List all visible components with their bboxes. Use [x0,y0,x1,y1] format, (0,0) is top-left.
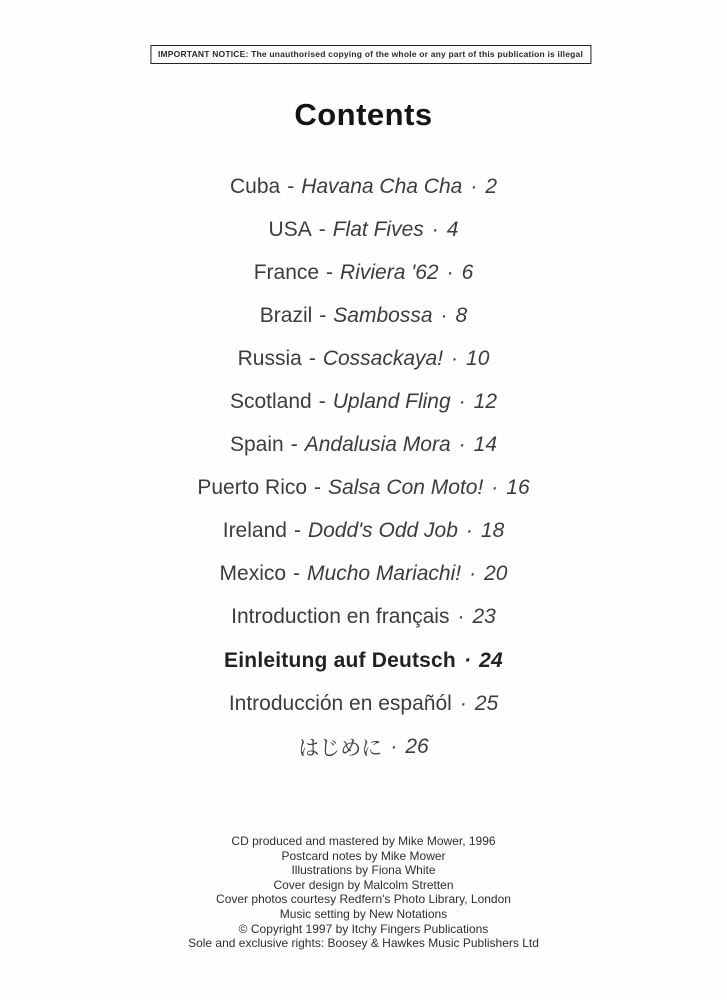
contents-entry [0,682,727,725]
contents-entry-page-number: 2 [485,174,497,198]
contents-entry-dash-separator: - [319,303,327,327]
contents-entry [0,596,727,639]
contents-entry-dot-separator: · [451,346,459,370]
contents-entry-page-number: 4 [446,217,459,241]
credit-line: © Copyright 1997 by Itchy Fingers Publications [238,921,489,936]
contents-entry-dot-separator: · [431,217,439,241]
contents-entry-country: Mexico [219,562,287,586]
contents-entry-page-number: 12 [473,390,497,414]
contents-list [0,165,727,768]
contents-entry [0,639,727,682]
contents-entry-dot-separator: · [390,734,398,758]
contents-entry-country: Brazil [259,303,313,327]
contents-entry-dot-separator: · [459,691,467,715]
contents-entry-country: Introducción en españól [228,691,452,715]
contents-entry-dot-separator: · [470,174,478,198]
contents-entry-page-number: 18 [480,519,505,543]
contents-entry-page-number: 6 [461,260,474,284]
contents-entry-country: Ireland [222,519,287,543]
copyright-notice: IMPORTANT NOTICE: The unauthorised copying of the whole or any part of this publication is illegal [150,45,591,64]
contents-entry-dot-separator: · [440,303,448,327]
credit-line: Illustrations by Fiona White [291,863,436,878]
contents-entry-country: Introduction en français [231,605,450,629]
contents-entry-dash-separator: - [308,346,316,370]
contents-entry-page-number: 14 [473,433,497,457]
contents-entry-piece-title: Mucho Mariachi! [307,562,462,586]
contents-entry-page-number: 20 [484,562,508,586]
credit-line: CD produced and mastered by Mike Mower, 1996 [231,834,496,848]
contents-entry-piece-title: Upland Fling [332,390,451,414]
contents-entry-dot-separator: · [458,390,466,414]
contents-entry [0,251,727,294]
contents-entry-country: はじめに [298,736,383,760]
contents-entry-page-number: 25 [474,691,499,715]
contents-entry [0,380,727,423]
contents-entry-piece-title: Cossackaya! [322,346,444,370]
contents-entry [0,337,727,380]
contents-entry-country: France [253,260,320,284]
contents-entry-dot-separator: · [491,476,499,500]
contents-entry-country: USA [268,217,312,241]
contents-entry [0,208,727,251]
credit-line: Music setting by New Notations [279,906,448,921]
contents-entry [0,294,727,337]
contents-entry [0,424,727,467]
contents-entry-piece-title: Salsa Con Moto! [328,476,484,500]
contents-entry-dash-separator: - [326,260,334,284]
page-title: Contents [294,97,433,132]
contents-entry-dash-separator: - [318,217,326,241]
credit-line: Postcard notes by Mike Mower [281,848,446,863]
credits-block [0,834,727,951]
contents-entry-dot-separator: · [465,519,473,543]
credit-line: Sole and exclusive rights: Boosey & Hawkes Music Publishers Ltd [188,936,539,951]
contents-entry [0,553,727,596]
contents-entry [0,510,727,553]
credit-line: Cover design by Malcolm Stretten [273,877,454,892]
contents-entry-dash-separator: - [318,390,326,414]
contents-entry-dot-separator: · [458,433,466,457]
contents-entry-dot-separator: · [463,648,472,672]
contents-entry-piece-title: Sambossa [333,303,433,327]
contents-entry-country: Einleitung auf Deutsch [224,648,456,672]
contents-entry [0,165,727,208]
contents-entry-dash-separator: - [287,174,295,198]
contents-entry-piece-title: Dodd's Odd Job [307,519,458,543]
contents-entry-country: Cuba [230,174,281,198]
contents-entry-piece-title: Havana Cha Cha [301,174,463,198]
contents-entry-dot-separator: · [457,605,465,629]
contents-entry-dash-separator: - [293,519,301,543]
contents-entry-page-number: 23 [472,605,496,629]
contents-entry-page-number: 26 [405,734,429,758]
contents-entry-country: Russia [237,346,302,370]
contents-entry-dash-separator: - [290,433,298,457]
contents-entry-page-number: 16 [506,476,530,500]
credit-line: Cover photos courtesy Redfern's Photo Library, London [216,892,511,907]
contents-entry-piece-title: Riviera '62 [340,260,439,284]
contents-entry-piece-title: Andalusia Mora [304,433,451,457]
contents-entry-dot-separator: · [446,260,454,284]
contents-entry-page-number: 24 [479,648,503,672]
contents-entry-country: Spain [230,433,284,457]
contents-entry-country: Puerto Rico [197,476,308,500]
contents-entry [0,467,727,510]
contents-entry-country: Scotland [230,390,312,414]
contents-entry-dot-separator: · [469,562,477,586]
contents-entry-dash-separator: - [293,562,301,586]
contents-entry-page-number: 8 [455,303,468,327]
contents-entry-piece-title: Flat Fives [332,217,424,241]
contents-entry-dash-separator: - [314,476,322,500]
contents-entry-page-number: 10 [466,346,490,370]
contents-entry [0,725,727,768]
